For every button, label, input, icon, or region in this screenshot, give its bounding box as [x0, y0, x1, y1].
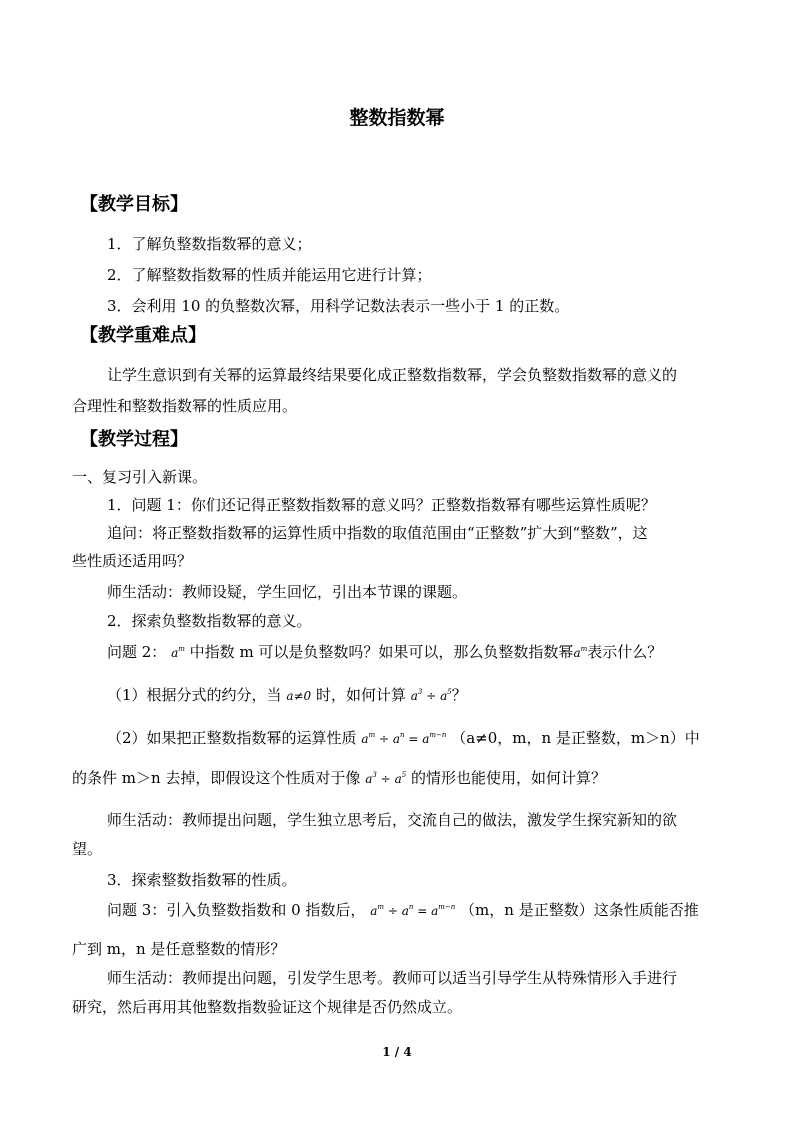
- sub-question-2-text: （2）如果把正整数指数幂的运算性质: [107, 729, 357, 747]
- question-3-text: （m，n 是正整数）这条性质能否推: [460, 901, 699, 919]
- formula-a3-div-a5: $a^3 \div a^5$: [410, 688, 452, 703]
- teacher-student-activity: 师生活动：教师提出问题，引发学生思考。教师可以适当引导学生从特殊情形入手进行: [107, 969, 678, 987]
- question-2-label: 问题 2：: [107, 643, 167, 661]
- sub-question-1-end: ？: [451, 686, 467, 704]
- followup-question: 追问：将正整数指数幂的运算性质中指数的取值范围由“正整数”扩大到“整数”，这: [107, 524, 648, 542]
- page-number: 1 / 4: [382, 1045, 412, 1059]
- teacher-student-activity: 望。: [72, 840, 103, 858]
- formula-am-div-an: $a^m \div a^n = a^{m-n}$: [370, 903, 456, 918]
- sub-question-2-text: （a≠0，m，n 是正整数，m＞n）中: [451, 729, 700, 747]
- formula-a3-div-a5: $a^3 \div a^5$: [365, 771, 407, 786]
- sub-question-2-text: 的条件 m＞n 去掉，即假设这个性质对于像: [72, 769, 361, 787]
- question-1: 1．问题 1：你们还记得正整数指数幂的意义吗？正整数指数幂有哪些运算性质呢？: [107, 496, 656, 514]
- question-2-text: 中指数 m 可以是负整数吗？如果可以，那么负整数指数幂: [189, 643, 574, 661]
- key-points-text: 让学生意识到有关幂的运算最终结果要化成正整数指数幂，学会负整数指数幂的意义的: [107, 366, 678, 384]
- formula-a-power-m: $a^m$: [573, 645, 588, 660]
- sub-question-2: [107, 727, 700, 748]
- objective-item: 3．会利用 10 的负整数次幂，用科学记数法表示一些小于 1 的正数。: [107, 297, 570, 315]
- key-points-heading: 【教学重难点】: [80, 325, 206, 346]
- followup-question: 些性质还适用吗？: [72, 552, 193, 570]
- key-points-text: 合理性和整数指数幂的性质应用。: [72, 397, 298, 415]
- process-item-3: 3．探索整数指数幂的性质。: [107, 871, 297, 889]
- sub-question-1: [107, 684, 467, 705]
- objectives-heading: 【教学目标】: [80, 194, 188, 215]
- sub-question-2-cont: [72, 767, 606, 788]
- question-2-text-end: 表示什么？: [587, 643, 663, 661]
- formula-a-power-m: $a^m$: [171, 645, 185, 660]
- sub-question-2-text: 的情形也能使用，如何计算？: [410, 769, 606, 787]
- process-heading: 【教学过程】: [80, 429, 188, 450]
- question-3-cont: 广到 m，n 是任意整数的情形？: [72, 940, 286, 958]
- objective-item: 2．了解整数指数幂的性质并能运用它进行计算；: [107, 266, 432, 284]
- page-title: 整数指数幂: [349, 107, 445, 129]
- formula-am-div-an: $a^m \div a^n = a^{m-n}$: [361, 731, 447, 746]
- process-item-2: 2．探索负整数指数幂的意义。: [107, 612, 312, 630]
- process-part-heading: 一、复习引入新课。: [72, 468, 208, 486]
- sub-question-1-text: 时，如何计算: [315, 686, 406, 704]
- question-3: [107, 899, 699, 920]
- teacher-student-activity: 师生活动：教师设疑，学生回忆，引出本节课的课题。: [107, 583, 468, 601]
- objective-item: 1．了解负整数指数幂的意义；: [107, 235, 312, 253]
- teacher-student-activity: 师生活动：教师提出问题，学生独立思考后，交流自己的做法，激发学生探究新知的欲: [107, 811, 678, 829]
- formula-a-neq-0: a≠0: [286, 689, 312, 703]
- sub-question-1-text: （1）根据分式的约分，当: [107, 686, 282, 704]
- teacher-student-activity: 研究，然后再用其他整数指数验证这个规律是否仍然成立。: [72, 998, 463, 1016]
- question-2: [107, 641, 662, 662]
- question-3-text: 问题 3：引入负整数指数和 0 指数后，: [107, 901, 366, 919]
